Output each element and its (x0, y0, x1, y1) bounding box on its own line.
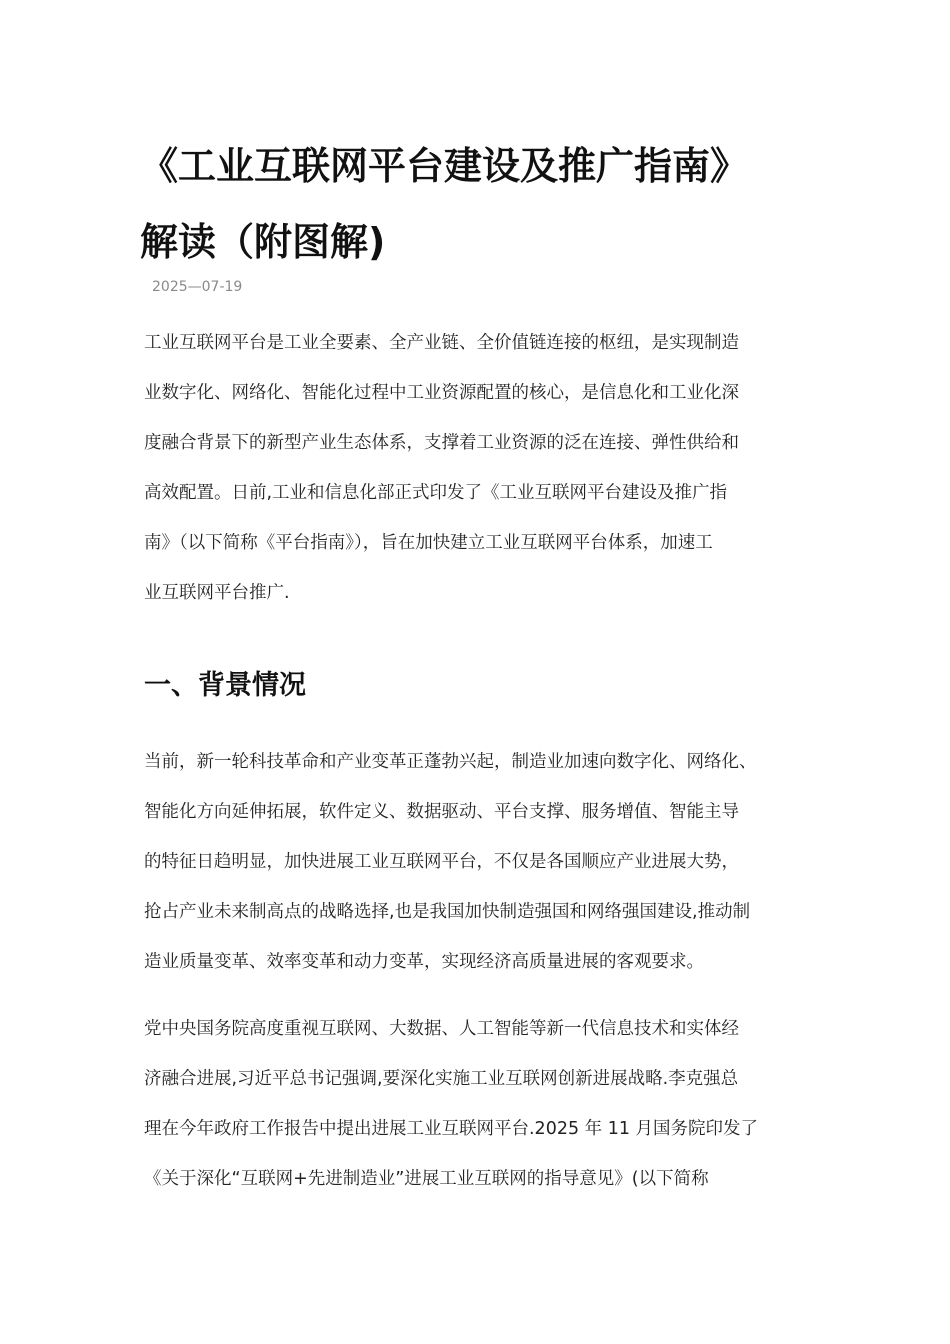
article-title-line: 解读（附图解) (140, 220, 386, 264)
text-line: 业数字化、网络化、智能化过程中工业资源配置的核心，是信息化和工业化深 (144, 383, 739, 403)
intro-paragraph (144, 318, 824, 618)
text-line: 度融合背景下的新型产业生态体系，支撑着工业资源的泛在连接、弹性供给和 (144, 433, 739, 453)
article-title (140, 128, 820, 280)
text-line: 业互联网平台推广. (144, 583, 290, 603)
text-line: 《关于深化“互联网+先进制造业”进展工业互联网的指导意见》(以下简称 (144, 1169, 709, 1189)
section-heading: 一、背景情况 (144, 670, 306, 701)
text-line: 理在今年政府工作报告中提出进展工业互联网平台.2025 年 11 月国务院印发了 (144, 1119, 759, 1139)
text-line: 党中央国务院高度重视互联网、大数据、人工智能等新一代信息技术和实体经 (144, 1019, 739, 1039)
section-paragraph (144, 737, 824, 987)
text-line: 智能化方向延伸拓展，软件定义、数据驱动、平台支撑、服务增值、智能主导 (144, 802, 739, 822)
text-line: 当前，新一轮科技革命和产业变革正蓬勃兴起，制造业加速向数字化、网络化、 (144, 752, 757, 772)
text-line: 造业质量变革、效率变革和动力变革，实现经济高质量进展的客观要求。 (144, 952, 704, 972)
text-line: 工业互联网平台是工业全要素、全产业链、全价值链连接的枢纽，是实现制造 (144, 333, 739, 353)
text-line: 高效配置。日前,工业和信息化部正式印发了《工业互联网平台建设及推广指 (144, 483, 728, 503)
text-line: 南》（以下简称《平台指南》），旨在加快建立工业互联网平台体系，加速工 (144, 533, 713, 553)
text-line: 的特征日趋明显，加快进展工业互联网平台，不仅是各国顺应产业进展大势， (144, 852, 739, 872)
article-title-line: 《工业互联网平台建设及推广指南》 (140, 144, 749, 188)
text-line: 济融合进展,习近平总书记强调,要深化实施工业互联网创新进展战略.李克强总 (144, 1069, 739, 1089)
section-paragraph (144, 1004, 824, 1204)
text-line: 抢占产业未来制高点的战略选择,也是我国加快制造强国和网络强国建设,推动制 (144, 902, 751, 922)
article-date: 2025—07-19 (152, 279, 243, 295)
